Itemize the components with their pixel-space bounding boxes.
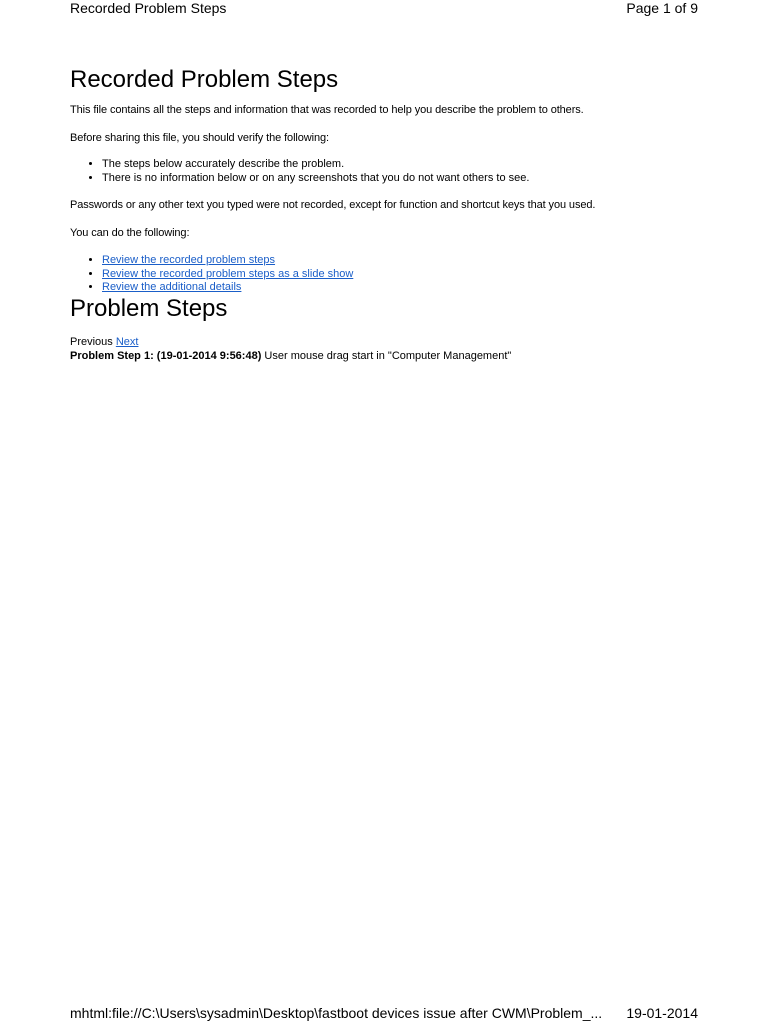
previous-label: Previous (70, 335, 113, 348)
next-link[interactable]: Next (115, 335, 139, 348)
document-body (70, 60, 698, 363)
review-details-link[interactable]: Review the additional details (102, 281, 242, 293)
page-title: Recorded Problem Steps (70, 66, 339, 93)
step-description: User mouse drag start in "Computer Management" (261, 349, 512, 362)
problem-step-1 (70, 349, 698, 363)
review-steps-link[interactable]: Review the recorded problem steps (102, 254, 276, 266)
action-links-list (70, 254, 698, 295)
page-footer (70, 1005, 698, 1023)
list-item (102, 281, 698, 295)
step-heading: Problem Step 1: (19-01-2014 9:56:48) (70, 349, 262, 362)
page-header (70, 0, 698, 18)
step-navigation (70, 335, 698, 349)
before-sharing-text: Before sharing this file, you should verify the following: (70, 132, 329, 144)
intro-text: This file contains all the steps and information that was recorded to help you describe the problem to others. (70, 104, 584, 116)
list-item (102, 268, 698, 282)
verification-checklist (70, 158, 698, 185)
footer-date: 19-01-2014 (626, 1005, 698, 1021)
problem-steps-title: Problem Steps (70, 294, 228, 322)
review-slideshow-link[interactable]: Review the recorded problem steps as a slide show (102, 267, 354, 280)
passwords-note: Passwords or any other text you typed were not recorded, except for function and shortcut keys that you used. (70, 199, 596, 211)
header-title: Recorded Problem Steps (70, 0, 227, 16)
footer-path: mhtml:file://C:\Users\sysadmin\Desktop\fastboot devices issue after CWM\Problem_... (70, 1005, 603, 1021)
can-do-text: You can do the following: (70, 227, 190, 239)
checklist-item: • There is no information below or on any screenshots that you do not want others to see. (102, 172, 698, 186)
page-indicator: Page 1 of 9 (626, 0, 698, 16)
list-item (102, 254, 698, 268)
checklist-item: • The steps below accurately describe the problem. (102, 158, 698, 172)
